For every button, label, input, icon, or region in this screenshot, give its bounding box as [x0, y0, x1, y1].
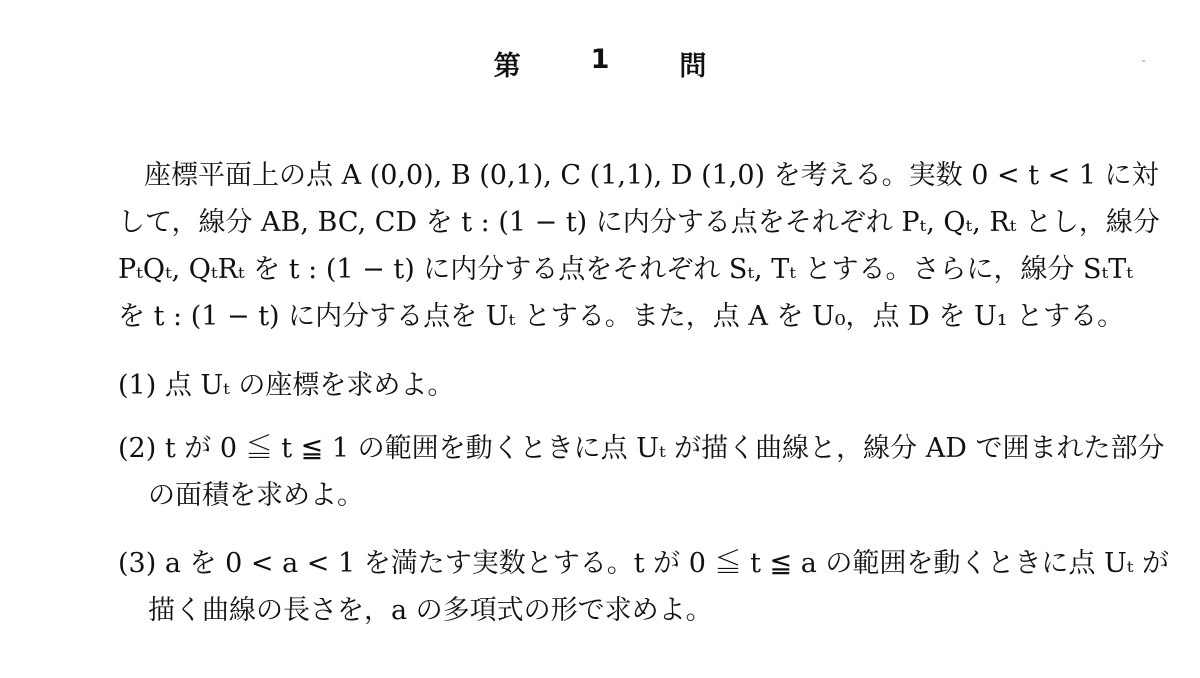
question-2 — [118, 425, 1165, 519]
question-1-number: (1) — [118, 370, 157, 401]
question-3-number: (3) — [118, 548, 157, 579]
question-2-line-1 — [118, 425, 1165, 472]
question-2-text: t が 0 ≦ t ≦ 1 の範囲を動くときに点 Uₜ が描く曲線と，線分 AD で囲まれた部分 — [164, 433, 1165, 464]
question-3-line-1 — [118, 540, 1169, 587]
statement-line-4: を t : (1 − t) に内分する点を Uₜ とする。また，点 A を U₀，点 D を U₁ とする。 — [118, 301, 1125, 332]
statement-line-3: PₜQₜ, QₜRₜ を t : (1 − t) に内分する点をそれぞれ Sₜ, Tₜ とする。さらに，線分 SₜTₜ — [118, 254, 1133, 285]
statement-line-1: 座標平面上の点 A (0,0), B (0,1), C (1,1), D (1,0) を考える。実数 0 < t < 1 に対 — [144, 160, 1159, 191]
scan-speck — [1142, 60, 1145, 62]
question-3 — [118, 540, 1169, 634]
question-3-text: a を 0 < a < 1 を満たす実数とする。t が 0 ≦ t ≦ a の範囲を動くときに点 Uₜ が — [164, 548, 1169, 579]
question-3-line-2: 描く曲線の長さを，a の多項式の形で求めよ。 — [148, 595, 713, 626]
problem-title — [0, 44, 1200, 83]
title-part-number: 1 — [590, 44, 610, 75]
title-part-dai: 第 — [493, 51, 521, 82]
statement-line-2: して，線分 AB, BC, CD を t : (1 − t) に内分する点をそれぞれ Pₜ, Qₜ, Rₜ とし，線分 — [118, 207, 1160, 238]
question-1-line-1 — [118, 362, 1068, 409]
problem-statement — [118, 152, 1160, 340]
question-1 — [118, 362, 1068, 409]
question-2-number: (2) — [118, 433, 157, 464]
question-2-line-2: の面積を求めよ。 — [148, 480, 364, 511]
title-part-mon: 問 — [679, 51, 707, 82]
question-1-text: 点 Uₜ の座標を求めよ。 — [164, 370, 455, 401]
